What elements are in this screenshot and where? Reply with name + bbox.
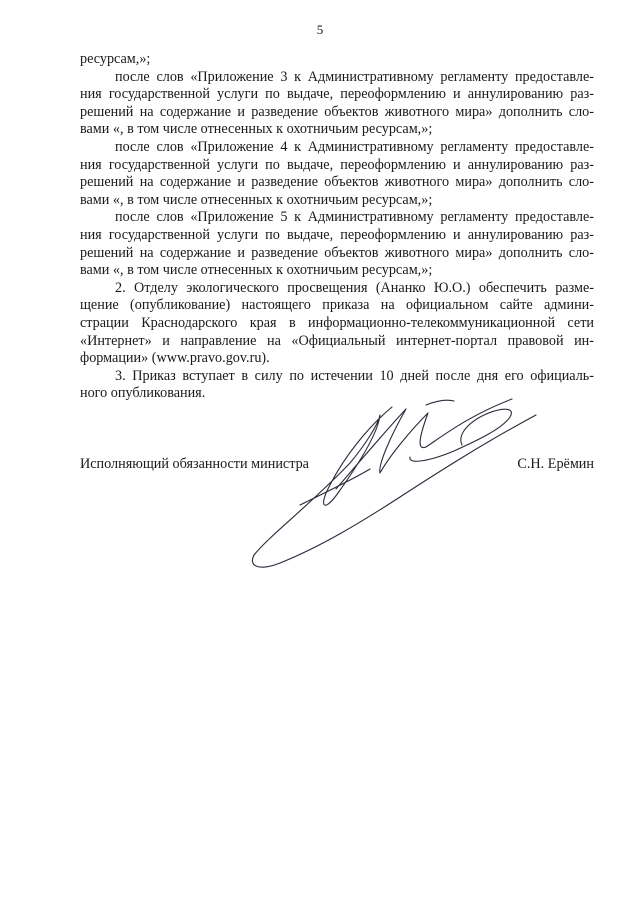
- text-line: решений на содержание и разведение объектов животного мира» дополнить сло-: [80, 174, 594, 191]
- signature-stroke: [254, 407, 392, 555]
- text-line: вами «, в том числе отнесенных к охотничьим ресурсам,»;: [80, 262, 433, 279]
- text-line: ния государственной услуги по выдаче, переоформлению и аннулированию раз-: [80, 86, 594, 103]
- signature-stroke: [252, 415, 536, 567]
- text-line: 2. Отделу экологического просвещения (Ананко Ю.О.) обеспечить разме-: [115, 279, 594, 296]
- text-line: решений на содержание и разведение объектов животного мира» дополнить сло-: [80, 244, 594, 261]
- text-line: ресурсам,»;: [80, 51, 151, 67]
- text-line: «Интернет» и направление на «Официальный интернет-портал правовой ин-: [80, 332, 594, 349]
- handwritten-signature: [240, 385, 540, 575]
- page-number: 5: [316, 22, 324, 37]
- text-line: формации» (www.pravo.gov.ru).: [80, 350, 270, 367]
- signer-position: Исполняющий обязанности министра: [80, 456, 309, 472]
- text-line: ного опубликования.: [80, 385, 206, 402]
- signature-stroke: [300, 469, 370, 505]
- text-line: решений на содержание и разведение объектов животного мира» дополнить сло-: [80, 103, 594, 120]
- text-line: после слов «Приложение 4 к Административному регламенту предоставле-: [115, 138, 594, 155]
- text-line: страции Краснодарского края в информационно-телекоммуникационной сети: [80, 314, 594, 331]
- signature-stroke: [426, 400, 454, 405]
- document-body: [80, 51, 594, 403]
- signer-name: С.Н. Ерёмин: [517, 456, 594, 472]
- text-line: щение (опубликование) настоящего приказа на официальном сайте админи-: [80, 297, 594, 314]
- text-line: вами «, в том числе отнесенных к охотничьим ресурсам,»;: [80, 121, 433, 138]
- signature-stroke: [410, 409, 512, 461]
- text-line: ния государственной услуги по выдаче, переоформлению и аннулированию раз-: [80, 156, 594, 173]
- text-line: после слов «Приложение 5 к Административному регламенту предоставле-: [115, 209, 594, 226]
- text-line: ния государственной услуги по выдаче, переоформлению и аннулированию раз-: [80, 226, 594, 243]
- text-line: после слов «Приложение 3 к Административному регламенту предоставле-: [115, 68, 594, 85]
- text-line: 3. Приказ вступает в силу по истечении 10 дней после дня его официаль-: [115, 367, 594, 384]
- text-line: вами «, в том числе отнесенных к охотничьим ресурсам,»;: [80, 191, 433, 208]
